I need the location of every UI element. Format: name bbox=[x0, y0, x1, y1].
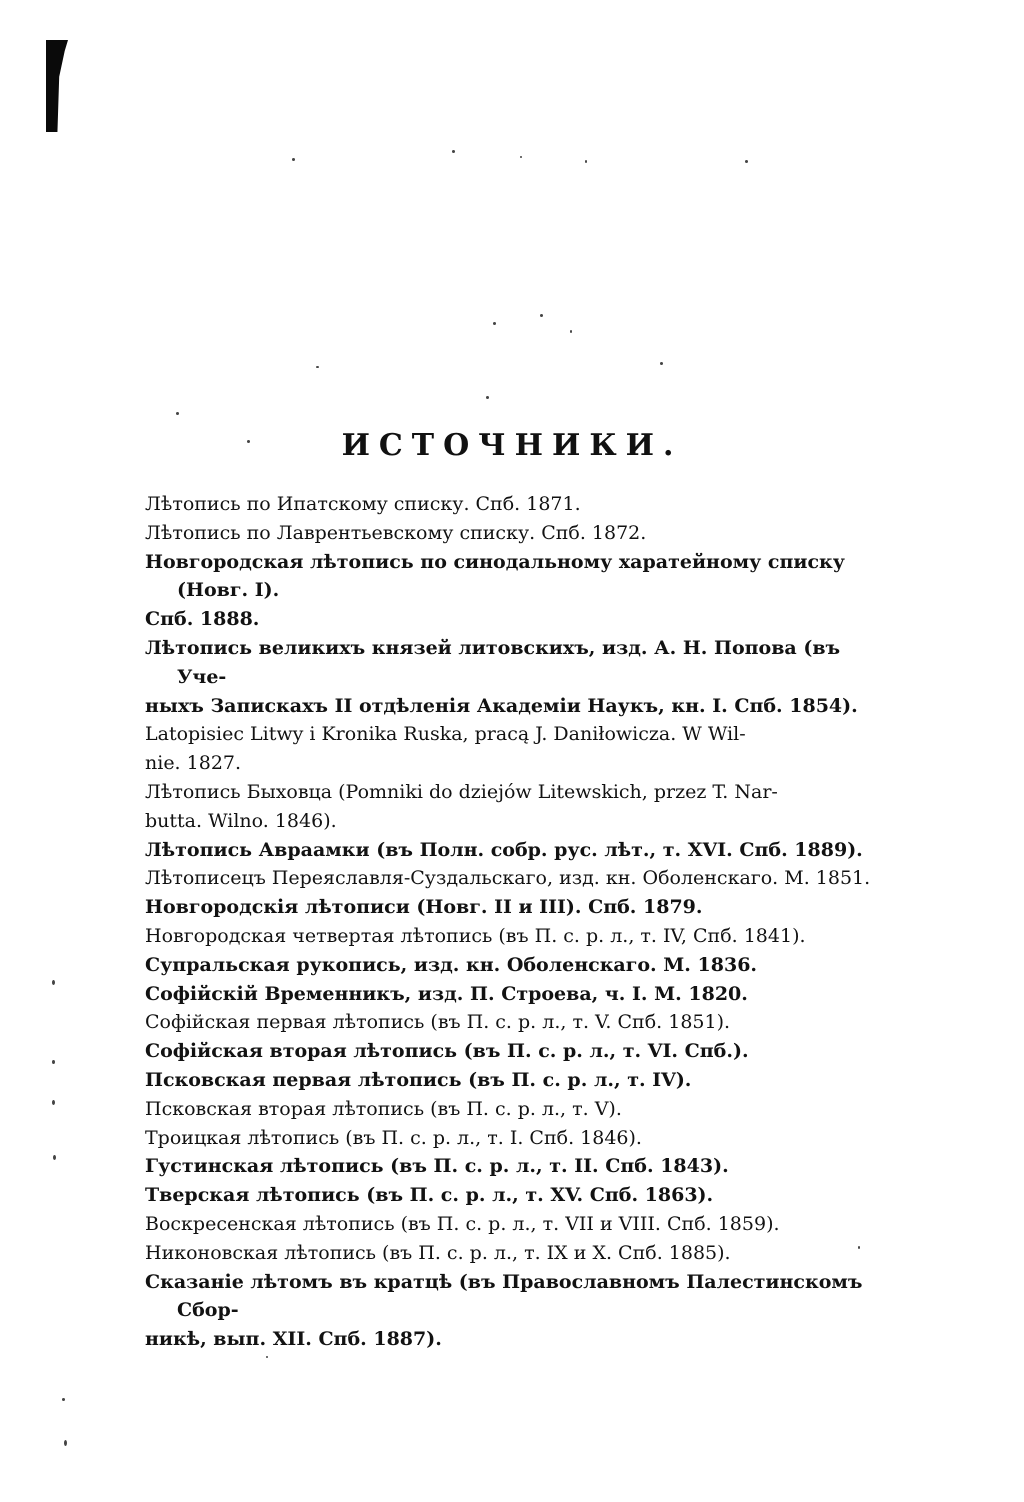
scan-speck bbox=[52, 1060, 55, 1064]
source-entry bbox=[145, 951, 873, 980]
scan-speck bbox=[858, 1246, 860, 1249]
scan-speck bbox=[52, 980, 55, 985]
source-entry-text: Лѣтопись Быховца (Pomniki do dziejów Litewskich, przez T. Nar- bbox=[145, 780, 778, 803]
scan-speck bbox=[585, 160, 587, 163]
source-entry-text: Воскресенская лѣтопись (въ П. с. р. л., т. VII и VIII. Спб. 1859). bbox=[145, 1212, 780, 1235]
source-entry bbox=[145, 1181, 873, 1210]
source-entry-text: Софійская первая лѣтопись (въ П. с. р. л., т. V. Спб. 1851). bbox=[145, 1011, 731, 1034]
scan-speck bbox=[247, 440, 250, 443]
source-entry-text: Лѣтопись великихъ князей литовскихъ, изд. А. Н. Попова (въ Уче- bbox=[145, 636, 841, 688]
scan-speck bbox=[745, 160, 748, 163]
scan-speck bbox=[316, 366, 319, 368]
source-entry bbox=[145, 1152, 873, 1181]
source-entry bbox=[145, 519, 873, 548]
scan-speck bbox=[452, 150, 455, 153]
source-entry-text: Густинская лѣтопись (въ П. с. р. л., т. II. Спб. 1843). bbox=[145, 1155, 729, 1178]
source-entry bbox=[145, 1268, 873, 1354]
source-entry bbox=[145, 778, 873, 836]
source-entry-text: Лѣтопись Авраамки (въ Полн. собр. рус. лѣт., т. XVI. Спб. 1889). bbox=[145, 838, 863, 861]
source-entry bbox=[145, 548, 873, 634]
source-entry-text: Софійская вторая лѣтопись (въ П. с. р. л., т. VI. Спб.). bbox=[145, 1040, 749, 1063]
source-entry bbox=[145, 893, 873, 922]
source-entry-text: Latopisiec Litwy i Kronika Ruska, pracą J. Daniłowicza. W Wil- bbox=[145, 723, 746, 746]
scan-speck bbox=[520, 156, 522, 158]
source-entry bbox=[145, 922, 873, 951]
source-entry-text: Новгородская четвертая лѣтопись (въ П. с. р. л., т. IV, Спб. 1841). bbox=[145, 924, 806, 947]
scan-speck bbox=[540, 314, 543, 317]
source-entry-text: Лѣтописецъ Переяславля-Суздальскаго, изд. кн. Оболенскаго. М. 1851. bbox=[145, 867, 871, 890]
scan-speck bbox=[493, 322, 496, 325]
source-entry bbox=[145, 1095, 873, 1124]
scan-speck bbox=[176, 412, 179, 415]
source-entry-text: Новгородская лѣтопись по синодальному харатейному списку (Новг. I). bbox=[145, 550, 845, 602]
source-entry bbox=[145, 980, 873, 1009]
source-entry bbox=[145, 1008, 873, 1037]
source-entry-text: Супральская рукопись, изд. кн. Оболенскаго. М. 1836. bbox=[145, 953, 758, 976]
source-entry-continuation: ныхъ Запискахъ II отдѣленія Академіи Наукъ, кн. I. Спб. 1854). bbox=[145, 694, 858, 717]
scan-speck bbox=[486, 396, 489, 399]
source-entry bbox=[145, 490, 873, 519]
source-entry-text: Новгородскія лѣтописи (Новг. II и III). Спб. 1879. bbox=[145, 896, 703, 919]
source-entry bbox=[145, 864, 873, 893]
source-entry bbox=[145, 1037, 873, 1066]
source-entry-text: Псковская первая лѣтопись (въ П. с. р. л., т. IV). bbox=[145, 1068, 692, 1091]
source-entry-continuation: Спб. 1888. bbox=[145, 608, 260, 631]
source-entry-text: Никоновская лѣтопись (въ П. с. р. л., т. IX и X. Спб. 1885). bbox=[145, 1241, 731, 1264]
source-entry-continuation: никѣ, вып. XII. Спб. 1887). bbox=[145, 1328, 442, 1351]
source-entry bbox=[145, 1124, 873, 1153]
scan-speck bbox=[53, 1155, 56, 1160]
source-entry-text: Троицкая лѣтопись (въ П. с. р. л., т. I. Спб. 1846). bbox=[145, 1126, 642, 1149]
source-entry bbox=[145, 634, 873, 720]
scan-speck bbox=[570, 330, 572, 333]
source-entry-continuation: nie. 1827. bbox=[145, 752, 242, 775]
source-entry-continuation: butta. Wilno. 1846). bbox=[145, 809, 337, 832]
source-entry-text: Лѣтопись по Лаврентьевскому списку. Спб. 1872. bbox=[145, 521, 647, 544]
source-entry bbox=[145, 1239, 873, 1268]
source-entry-text: Лѣтопись по Ипатскому списку. Спб. 1871. bbox=[145, 493, 581, 515]
source-entry bbox=[145, 720, 873, 778]
source-entry-text: Сказаніе лѣтомъ въ кратцѣ (въ Православномъ Палестинскомъ Сбор- bbox=[145, 1270, 863, 1322]
scan-speck bbox=[266, 1356, 268, 1358]
page-heading: ИСТОЧНИКИ. bbox=[341, 428, 683, 463]
scan-speck bbox=[52, 1100, 55, 1105]
source-entry-text: Тверская лѣтопись (въ П. с. р. л., т. XV. Спб. 1863). bbox=[145, 1184, 714, 1207]
scan-speck bbox=[64, 1440, 67, 1446]
source-entry bbox=[145, 1210, 873, 1239]
source-entry-text: Софійскій Временникъ, изд. П. Строева, ч. I. М. 1820. bbox=[145, 982, 748, 1005]
margin-ink-mark bbox=[46, 40, 68, 132]
source-entry bbox=[145, 1066, 873, 1095]
scan-speck bbox=[660, 362, 663, 365]
scan-speck bbox=[292, 158, 295, 161]
scan-speck bbox=[62, 1398, 65, 1401]
source-entry-text: Псковская вторая лѣтопись (въ П. с. р. л., т. V). bbox=[145, 1097, 622, 1120]
source-entry bbox=[145, 836, 873, 865]
sources-list bbox=[145, 490, 873, 1354]
